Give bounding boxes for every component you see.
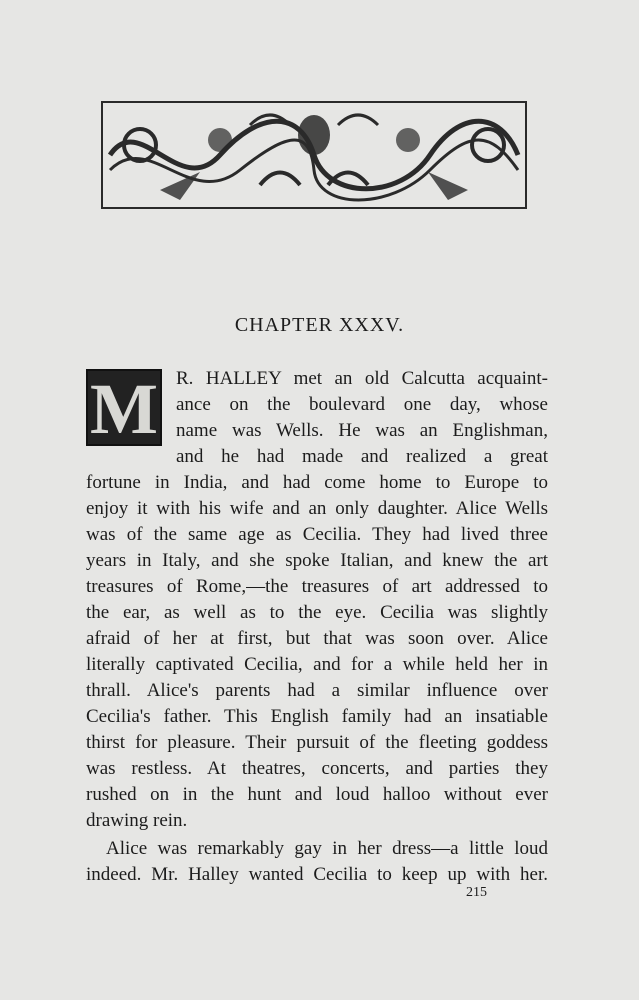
chapter-heading: CHAPTER XXXV. bbox=[234, 314, 405, 336]
text-line: thrall. Alice's parents had a similar influence over bbox=[86, 680, 548, 701]
drop-cap-ornament bbox=[86, 369, 162, 449]
text-line: drawing rein. bbox=[86, 810, 188, 831]
text-line: treasures of Rome,—the treasures of art addressed to bbox=[86, 576, 548, 597]
text-line: enjoy it with his wife and an only daughter. Alice Wells bbox=[86, 498, 548, 519]
text-line: rushed on in the hunt and loud halloo without ever bbox=[86, 784, 548, 805]
text-line: Alice was remarkably gay in her dress—a little loud bbox=[106, 838, 548, 859]
text-line: R. HALLEY met an old Calcutta acquaint- bbox=[176, 368, 548, 389]
text-line: was restless. At theatres, concerts, and parties they bbox=[86, 758, 548, 779]
text-line: was of the same age as Cecilia. They had lived three bbox=[86, 524, 548, 545]
text-line: the ear, as well as to the eye. Cecilia was slightly bbox=[86, 602, 548, 623]
page-number: 215 bbox=[466, 885, 487, 900]
text-line: thirst for pleasure. Their pursuit of the fleeting goddess bbox=[86, 732, 548, 753]
text-line: fortune in India, and had come home to Europe to bbox=[86, 472, 548, 493]
text-line: name was Wells. He was an Englishman, bbox=[176, 420, 548, 441]
text-line: Cecilia's father. This English family had an insatiable bbox=[86, 706, 548, 727]
text-line: indeed. Mr. Halley wanted Cecilia to keep up with her. bbox=[86, 864, 548, 885]
drop-cap-letter: M bbox=[90, 369, 158, 449]
decorative-headpiece-ornament bbox=[100, 100, 528, 210]
text-line: and he had made and realized a great bbox=[176, 446, 548, 467]
text-line: literally captivated Cecilia, and for a while held her in bbox=[86, 654, 548, 675]
text-line: ance on the boulevard one day, whose bbox=[176, 394, 548, 415]
text-line: years in Italy, and she spoke Italian, and knew the art bbox=[86, 550, 548, 571]
text-line: afraid of her at first, but that was soon over. Alice bbox=[86, 628, 548, 649]
